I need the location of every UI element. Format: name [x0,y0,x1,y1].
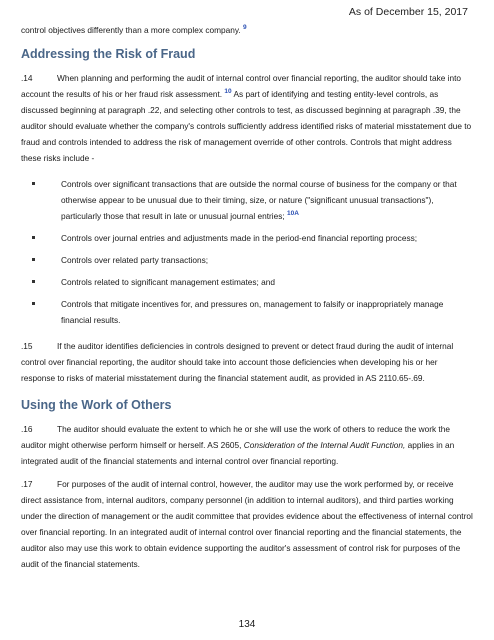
paragraph-text: As part of identifying and testing entity-level controls, as discussed beginning at paragraph .22, and selecting other controls to test, as discussed beginning at paragraph .39, the auditor should evaluate whether the company's controls sufficiently address identified risks of material misstatement due to fraud and controls intended to address the risk of management override of other controls. Controls that might address these risks include - [21,89,472,163]
list-item-text: Controls over significant transactions that are outside the normal course of business for the company or that otherwise appear to be unusual due to their timing, size, or nature ("significant unusual transactions"), particularly those that result in late or unusual journal entries; [61,179,457,221]
bullet-icon [32,182,35,185]
date-header: As of December 15, 2017 [348,6,468,18]
paragraph-number: .17 [21,479,33,489]
paragraph-number: .16 [21,424,33,434]
paragraph-16 [21,421,473,469]
paragraph-15 [21,338,473,386]
list-item-text: Controls over journal entries and adjustments made in the period-end financial reporting process; [61,233,418,243]
list-item-text: Controls that mitigate incentives for, and pressures on, management to falsify or inappropriately manage financial results. [61,299,444,325]
list-item [21,296,473,328]
paragraph-14 [21,70,473,166]
list-item [21,230,473,246]
paragraph-gap [21,469,473,476]
bullet-icon [32,302,35,305]
paragraph-number: .14 [21,73,33,83]
section-heading-others: Using the Work of Others [21,398,172,412]
list-item [21,176,473,224]
fraud-controls-list [21,176,473,328]
list-item-text: Controls related to significant management estimates; and [61,277,275,287]
document-content [21,22,473,572]
page-number: 134 [238,619,256,630]
intro-paragraph [21,22,473,38]
paragraph-text: When planning and performing the audit of internal control over financial reporting, the auditor should take into account the results of his or her fraud risk assessment. [21,73,462,99]
bullet-icon [32,236,35,239]
list-item [21,252,473,268]
paragraph-text: For purposes of the audit of internal control, however, the auditor may use the work performed by, or receive direct assistance from, internal auditors, company personnel (in addition to internal auditors), and third parties working under the direction of management or the audit committee that provides evidence about the effectiveness of internal control over financial reporting. In an integrated audit of internal control over financial reporting and the financial statements, the auditor also may use this work to obtain evidence supporting the auditor's assessment of control risk for purposes of the audit of the financial statements. [21,479,473,569]
paragraph-text: applies in an integrated audit of the financial statements and internal control over financial reporting. [21,440,455,466]
list-item [21,274,473,290]
bullet-icon [32,258,35,261]
paragraph-number: .15 [21,341,33,351]
footnote-link-9[interactable]: 9 [242,24,247,32]
footnote-link-10[interactable]: 10 [224,88,232,96]
bullet-icon [32,280,35,283]
paragraph-text: If the auditor identifies deficiencies in controls designed to prevent or detect fraud during the audit of internal control over financial reporting, the auditor should take into account those deficiencies when developing his or her response to risks of material misstatement during the financial statement audit, as provided in AS 2110.65-.69. [21,341,454,383]
section-heading-fraud: Addressing the Risk of Fraud [21,47,196,61]
footnote-link-10a[interactable]: 10A [287,210,299,218]
standard-title-italic: Consideration of the Internal Audit Function, [243,440,406,450]
intro-text: control objectives differently than a more complex company. [21,25,241,35]
list-item-text: Controls over related party transactions; [61,255,209,265]
paragraph-text: The auditor should evaluate the extent to which he or she will use the work of others to reduce the work the auditor might otherwise perform himself or herself. AS 2605, [21,424,450,450]
paragraph-17 [21,476,473,572]
